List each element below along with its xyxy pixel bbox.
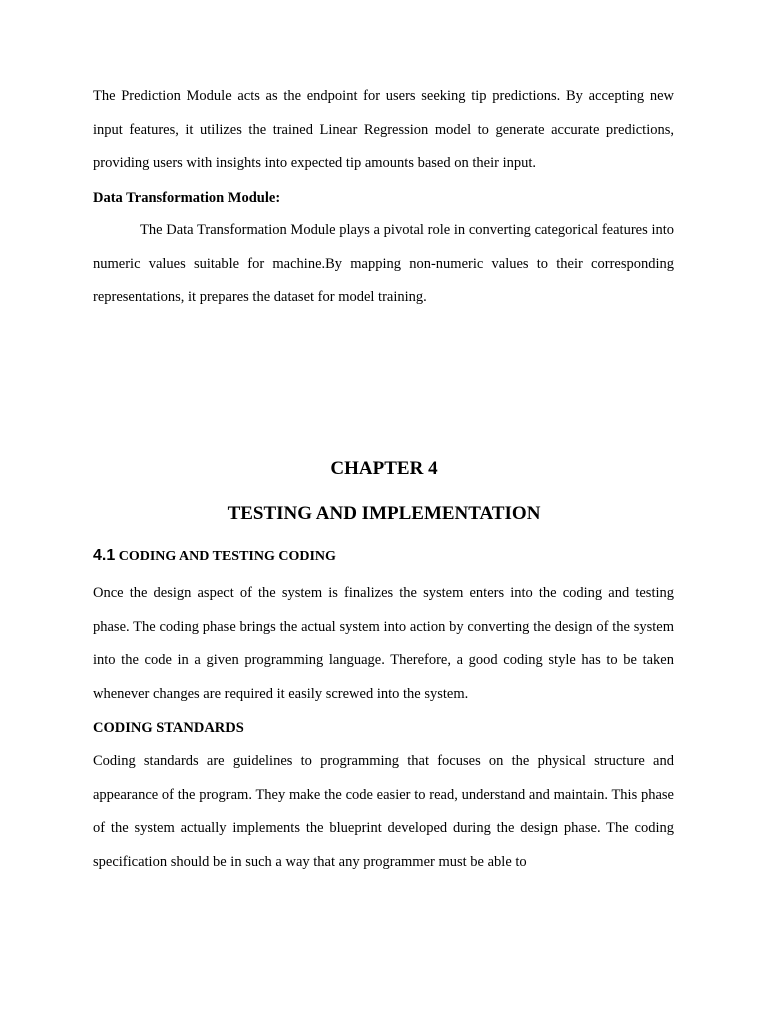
coding-testing-paragraph: Once the design aspect of the system is finalizes the system enters into the coding and testing phase. The coding phase brings the actual system into action by converting the design of the system into the code in a given programming language. Therefore, a good coding style has to be taken whenever changes are required it easily screwed into the system. (93, 585, 674, 702)
data-transformation-paragraph: The Data Transformation Module plays a pivotal role in converting categorical features into numeric values suitable for machine.By mapping non-numeric values to their corresponding representations, it prepares the dataset for model training. (93, 222, 674, 305)
section-title: CODING AND TESTING CODING (118, 549, 336, 564)
chapter-label: CHAPTER 4 (330, 458, 438, 479)
data-transformation-heading: Data Transformation Module: (93, 190, 281, 206)
chapter-title: TESTING AND IMPLEMENTATION (227, 503, 541, 524)
section-heading (93, 546, 336, 567)
coding-standards-paragraph: Coding standards are guidelines to programming that focuses on the physical structure and appearance of the program. They make the code easier to read, understand and maintain. This phase of the system actually implements the blueprint developed during the design phase. The coding specification should be in such a way that any programmer must be able to (93, 753, 674, 870)
prediction-module-paragraph: The Prediction Module acts as the endpoint for users seeking tip predictions. By accepting new input features, it utilizes the trained Linear Regression model to generate accurate predictions, providing users with insights into expected tip amounts based on their input. (93, 88, 674, 171)
section-number: 4.1 (93, 547, 116, 564)
coding-standards-heading: CODING STANDARDS (93, 720, 244, 736)
